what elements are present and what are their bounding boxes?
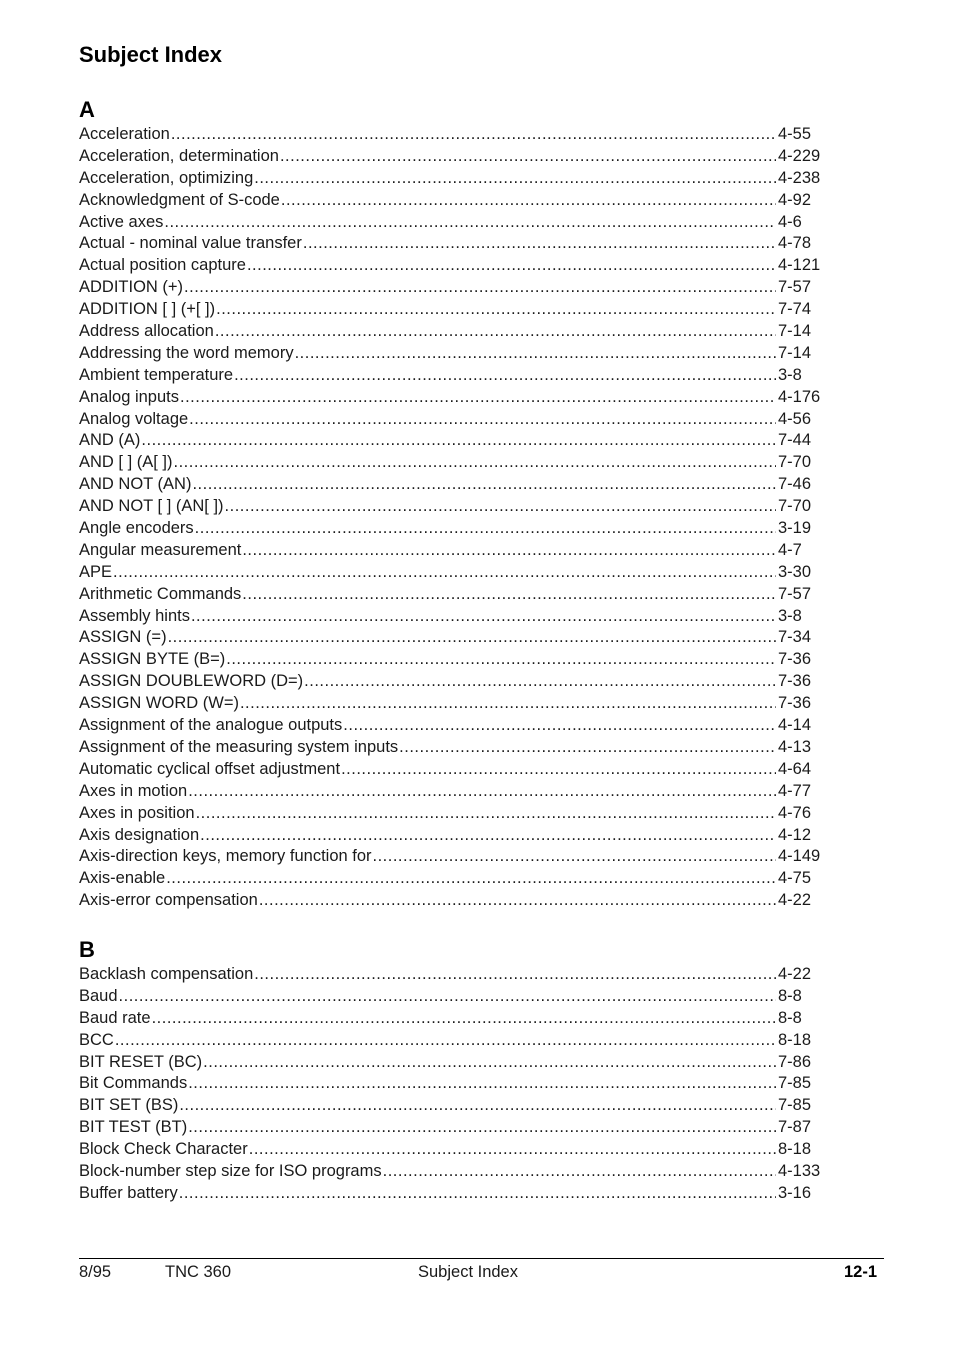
index-entry xyxy=(79,715,824,737)
index-entry xyxy=(79,649,824,671)
dot-leader xyxy=(166,868,776,890)
dot-leader xyxy=(280,146,776,168)
entry-page: 4-78 xyxy=(778,234,812,253)
entry-term: Axis-direction keys, memory function for xyxy=(79,847,372,866)
footer-model: TNC 360 xyxy=(165,1263,232,1281)
index-entry xyxy=(79,1073,824,1095)
entry-term: Actual - nominal value transfer xyxy=(79,234,302,253)
dot-leader xyxy=(188,781,776,803)
dot-leader xyxy=(174,452,776,474)
dot-leader xyxy=(373,846,776,868)
dot-leader xyxy=(281,190,776,212)
index-entry xyxy=(79,365,824,387)
dot-leader xyxy=(179,1095,776,1117)
entry-term: Angle encoders xyxy=(79,519,194,538)
dot-leader xyxy=(188,1073,776,1095)
dot-leader xyxy=(188,1117,776,1139)
dot-leader xyxy=(179,1183,776,1205)
index-entry xyxy=(79,387,824,409)
dot-leader xyxy=(215,321,776,343)
entry-page: 7-36 xyxy=(778,650,812,669)
entry-term: Assembly hints xyxy=(79,606,190,625)
entry-page: 4-92 xyxy=(778,190,812,209)
entry-term: Address allocation xyxy=(79,322,214,341)
index-entry xyxy=(79,584,824,606)
index-entry xyxy=(79,781,824,803)
entry-page: 3-16 xyxy=(778,1183,812,1202)
entry-page: 7-57 xyxy=(778,278,812,297)
entry-page: 7-46 xyxy=(778,475,812,494)
index-entry xyxy=(79,452,824,474)
dot-leader xyxy=(184,277,776,299)
dot-leader xyxy=(295,343,776,365)
entry-page: 4-238 xyxy=(778,168,821,187)
entry-term: Acceleration, determination xyxy=(79,146,279,165)
entry-page: 4-229 xyxy=(778,146,821,165)
index-entry xyxy=(79,671,824,693)
index-entry xyxy=(79,321,824,343)
index-entry xyxy=(79,693,824,715)
entry-page: 7-36 xyxy=(778,694,812,713)
dot-leader xyxy=(200,825,776,847)
entry-page: 8-18 xyxy=(778,1030,812,1049)
dot-leader xyxy=(189,409,776,431)
entry-page: 4-55 xyxy=(778,125,812,143)
index-entry xyxy=(79,868,824,890)
entry-term: ASSIGN (=) xyxy=(79,628,167,647)
entry-list xyxy=(79,964,824,1205)
entry-page: 4-77 xyxy=(778,781,812,800)
entry-term: ASSIGN BYTE (B=) xyxy=(79,650,226,669)
entry-page: 4-76 xyxy=(778,803,812,822)
index-entry xyxy=(79,277,824,299)
dot-leader xyxy=(383,1161,776,1183)
entry-term: Active axes xyxy=(79,212,164,231)
index-entry xyxy=(79,212,824,234)
dot-leader xyxy=(115,1030,776,1052)
dot-leader xyxy=(152,1008,776,1030)
entry-term: Acceleration xyxy=(79,125,170,143)
dot-leader xyxy=(203,1052,776,1074)
entry-page: 4-133 xyxy=(778,1162,821,1181)
entry-page: 4-22 xyxy=(778,965,812,983)
entry-page: 4-75 xyxy=(778,869,812,888)
dot-leader xyxy=(168,627,776,649)
dot-leader xyxy=(254,964,776,986)
index-entry xyxy=(79,1117,824,1139)
dot-leader xyxy=(191,606,776,628)
index-entry xyxy=(79,825,824,847)
entry-term: Baud rate xyxy=(79,1008,151,1027)
entry-term: BIT RESET (BC) xyxy=(79,1052,203,1071)
entry-page: 3-30 xyxy=(778,562,812,581)
index-entry xyxy=(79,803,824,825)
dot-leader xyxy=(242,540,776,562)
dot-leader xyxy=(113,562,776,584)
index-entry xyxy=(79,606,824,628)
entry-term: Axis designation xyxy=(79,825,200,844)
entry-page: 4-176 xyxy=(778,387,821,406)
entry-term: BIT SET (BS) xyxy=(79,1096,179,1115)
index-entry xyxy=(79,124,824,146)
entry-term: Actual position capture xyxy=(79,256,246,275)
entry-term: APE xyxy=(79,562,113,581)
entry-list xyxy=(79,124,824,912)
index-entry xyxy=(79,518,824,540)
index-section-a xyxy=(79,95,824,912)
entry-term: Acceleration, optimizing xyxy=(79,168,254,187)
index-entry xyxy=(79,255,824,277)
entry-page: 7-14 xyxy=(778,343,812,362)
entry-term: BCC xyxy=(79,1030,114,1049)
entry-term: Arithmetic Commands xyxy=(79,584,242,603)
entry-term: ASSIGN WORD (W=) xyxy=(79,694,239,713)
index-entry xyxy=(79,1095,824,1117)
entry-page: 4-13 xyxy=(778,737,812,756)
index-entry xyxy=(79,190,824,212)
entry-page: 4-7 xyxy=(778,540,802,559)
page-title: Subject Index xyxy=(79,42,223,67)
dot-leader xyxy=(164,212,776,234)
entry-page: 4-56 xyxy=(778,409,812,428)
index-entry xyxy=(79,343,824,365)
entry-page: 7-85 xyxy=(778,1096,812,1115)
dot-leader xyxy=(259,890,776,912)
dot-leader xyxy=(341,759,776,781)
entry-term: AND NOT (AN) xyxy=(79,475,192,494)
entry-term: Block Check Character xyxy=(79,1140,248,1159)
entry-term: Axes in position xyxy=(79,803,195,822)
index-entry xyxy=(79,890,824,912)
footer-section-title: Subject Index xyxy=(418,1263,518,1281)
dot-leader xyxy=(225,496,776,518)
entry-page: 3-8 xyxy=(778,365,802,384)
entry-page: 7-36 xyxy=(778,672,812,691)
entry-page: 7-44 xyxy=(778,431,812,450)
entry-page: 4-149 xyxy=(778,847,821,866)
dot-leader xyxy=(242,584,776,606)
dot-leader xyxy=(399,737,776,759)
entry-page: 8-8 xyxy=(778,1008,802,1027)
index-entry xyxy=(79,409,824,431)
entry-term: Backlash compensation xyxy=(79,965,254,983)
entry-page: 7-86 xyxy=(778,1052,812,1071)
entry-term: Addressing the word memory xyxy=(79,343,294,362)
dot-leader xyxy=(240,693,776,715)
index-entry xyxy=(79,496,824,518)
footer-divider xyxy=(79,1258,884,1259)
index-entry xyxy=(79,299,824,321)
entry-term: Analog inputs xyxy=(79,387,179,406)
entry-term: Assignment of the analogue outputs xyxy=(79,716,343,735)
dot-leader xyxy=(254,168,776,190)
index-entry xyxy=(79,986,824,1008)
index-entry xyxy=(79,759,824,781)
dot-leader xyxy=(180,387,776,409)
entry-term: Block-number step size for ISO programs xyxy=(79,1162,382,1181)
entry-page: 7-70 xyxy=(778,453,812,472)
index-entry xyxy=(79,540,824,562)
entry-page: 7-74 xyxy=(778,300,812,319)
index-entry xyxy=(79,737,824,759)
entry-term: Axes in motion xyxy=(79,781,188,800)
dot-leader xyxy=(141,430,776,452)
index-entry xyxy=(79,964,824,986)
section-letter: B xyxy=(79,937,95,962)
entry-term: Analog voltage xyxy=(79,409,189,428)
entry-term: ADDITION (+) xyxy=(79,278,184,297)
entry-term: Ambient temperature xyxy=(79,365,234,384)
dot-leader xyxy=(195,518,776,540)
index-entry xyxy=(79,1030,824,1052)
dot-leader xyxy=(216,299,776,321)
entry-term: Axis-enable xyxy=(79,869,166,888)
entry-page: 3-19 xyxy=(778,519,812,538)
entry-term: Bit Commands xyxy=(79,1074,188,1093)
dot-leader xyxy=(343,715,776,737)
entry-page: 7-14 xyxy=(778,322,812,341)
entry-page: 4-64 xyxy=(778,759,812,778)
index-entry xyxy=(79,846,824,868)
entry-term: Baud xyxy=(79,986,118,1005)
entry-page: 7-87 xyxy=(778,1118,812,1137)
entry-term: Assignment of the measuring system inputs xyxy=(79,737,399,756)
footer-date: 8/95 xyxy=(79,1263,112,1281)
entry-term: Angular measurement xyxy=(79,540,242,559)
section-letter: A xyxy=(79,97,95,122)
entry-page: 4-22 xyxy=(778,891,812,910)
index-entry xyxy=(79,1139,824,1161)
dot-leader xyxy=(249,1139,776,1161)
dot-leader xyxy=(192,474,776,496)
index-entry xyxy=(79,562,824,584)
dot-leader xyxy=(196,803,776,825)
entry-term: Acknowledgment of S-code xyxy=(79,190,280,209)
dot-leader xyxy=(304,671,776,693)
entry-term: AND (A) xyxy=(79,431,141,450)
entry-page: 7-34 xyxy=(778,628,812,647)
entry-page: 4-14 xyxy=(778,716,812,735)
entry-page: 7-85 xyxy=(778,1074,812,1093)
entry-term: BIT TEST (BT) xyxy=(79,1118,188,1137)
index-entry xyxy=(79,1183,824,1205)
dot-leader xyxy=(303,233,776,255)
index-entry xyxy=(79,627,824,649)
entry-term: Buffer battery xyxy=(79,1183,178,1202)
entry-page: 4-6 xyxy=(778,212,802,231)
entry-term: AND NOT [ ] (AN[ ]) xyxy=(79,497,224,516)
entry-page: 3-8 xyxy=(778,606,802,625)
dot-leader xyxy=(226,649,776,671)
dot-leader xyxy=(247,255,776,277)
entry-page: 8-8 xyxy=(778,986,802,1005)
index-entry xyxy=(79,474,824,496)
dot-leader xyxy=(171,124,776,146)
index-entry xyxy=(79,1161,824,1183)
entry-term: Automatic cyclical offset adjustment xyxy=(79,759,341,778)
entry-term: Axis-error compensation xyxy=(79,891,258,910)
index-entry xyxy=(79,1008,824,1030)
entry-term: AND [ ] (A[ ]) xyxy=(79,453,173,472)
index-entry xyxy=(79,233,824,255)
entry-page: 4-12 xyxy=(778,825,812,844)
entry-page: 4-121 xyxy=(778,256,821,275)
index-section-b xyxy=(79,935,824,1205)
entry-term: ASSIGN DOUBLEWORD (D=) xyxy=(79,672,304,691)
entry-term: ADDITION [ ] (+[ ]) xyxy=(79,300,216,319)
index-entry xyxy=(79,430,824,452)
entry-page: 7-70 xyxy=(778,497,812,516)
index-entry xyxy=(79,168,824,190)
footer-page-number: 12-1 xyxy=(844,1263,878,1281)
index-entry xyxy=(79,1052,824,1074)
index-entry xyxy=(79,146,824,168)
entry-page: 8-18 xyxy=(778,1140,812,1159)
dot-leader xyxy=(234,365,776,387)
entry-page: 7-57 xyxy=(778,584,812,603)
dot-leader xyxy=(119,986,776,1008)
